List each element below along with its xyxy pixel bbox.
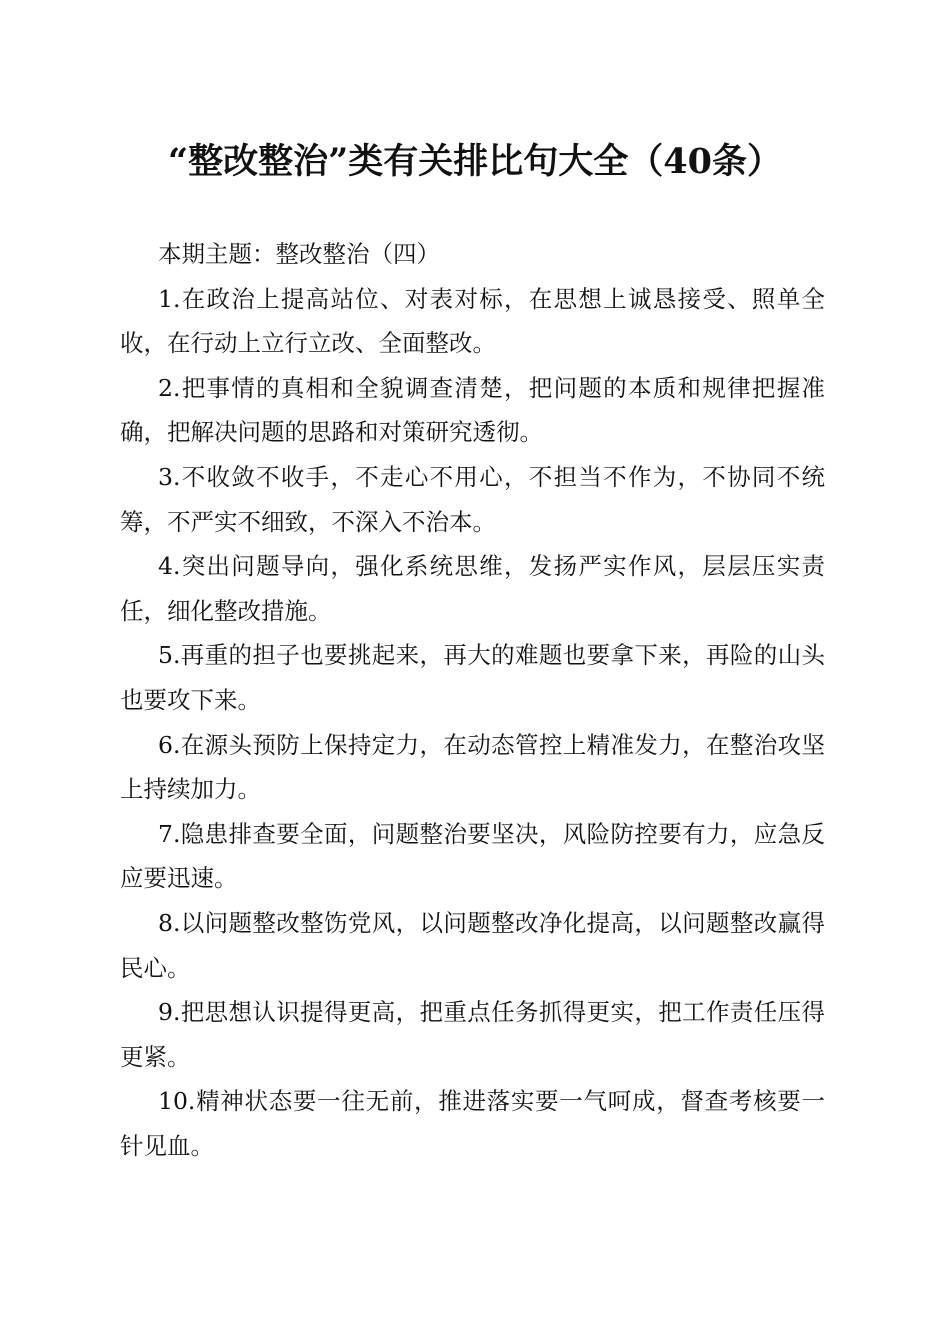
list-item: 2.把事情的真相和全貌调查清楚，把问题的本质和规律把握准确，把解决问题的思路和对策研究透彻。 [120,373,825,447]
document-body [120,232,825,1168]
list-item: 10.精神状态要一往无前，推进落实要一气呵成，督查考核要一针见血。 [120,1087,825,1160]
list-item: 7.隐患排查要全面，问题整治要坚决，风险防控要有力，应急反应要迅速。 [120,819,825,893]
document-title: “整改整治”类有关排比句大全（40条） [168,141,782,182]
list-item: 1.在政治上提高站位、对表对标，在思想上诚恳接受、照单全收，在行动上立行立改、全面整改。 [120,284,825,358]
list-item: 8.以问题整改整饬党风，以问题整改净化提高，以问题整改赢得民心。 [120,908,825,982]
list-item: 9.把思想认识提得更高，把重点任务抓得更实，把工作责任压得更紧。 [120,998,825,1071]
subject-line: 本期主题：整改整治（四） [158,240,440,268]
list-item: 5.再重的担子也要挑起来，再大的难题也要拿下来，再险的山头也要攻下来。 [120,641,825,714]
list-item: 4.突出问题导向，强化系统思维，发扬严实作风，层层压实责任，细化整改措施。 [120,552,825,625]
list-item: 3.不收敛不收手，不走心不用心，不担当不作为，不协同不统筹，不严实不细致，不深入不治本。 [120,462,825,536]
list-item: 6.在源头预防上保持定力，在动态管控上精准发力，在整治攻坚上持续加力。 [120,730,825,804]
